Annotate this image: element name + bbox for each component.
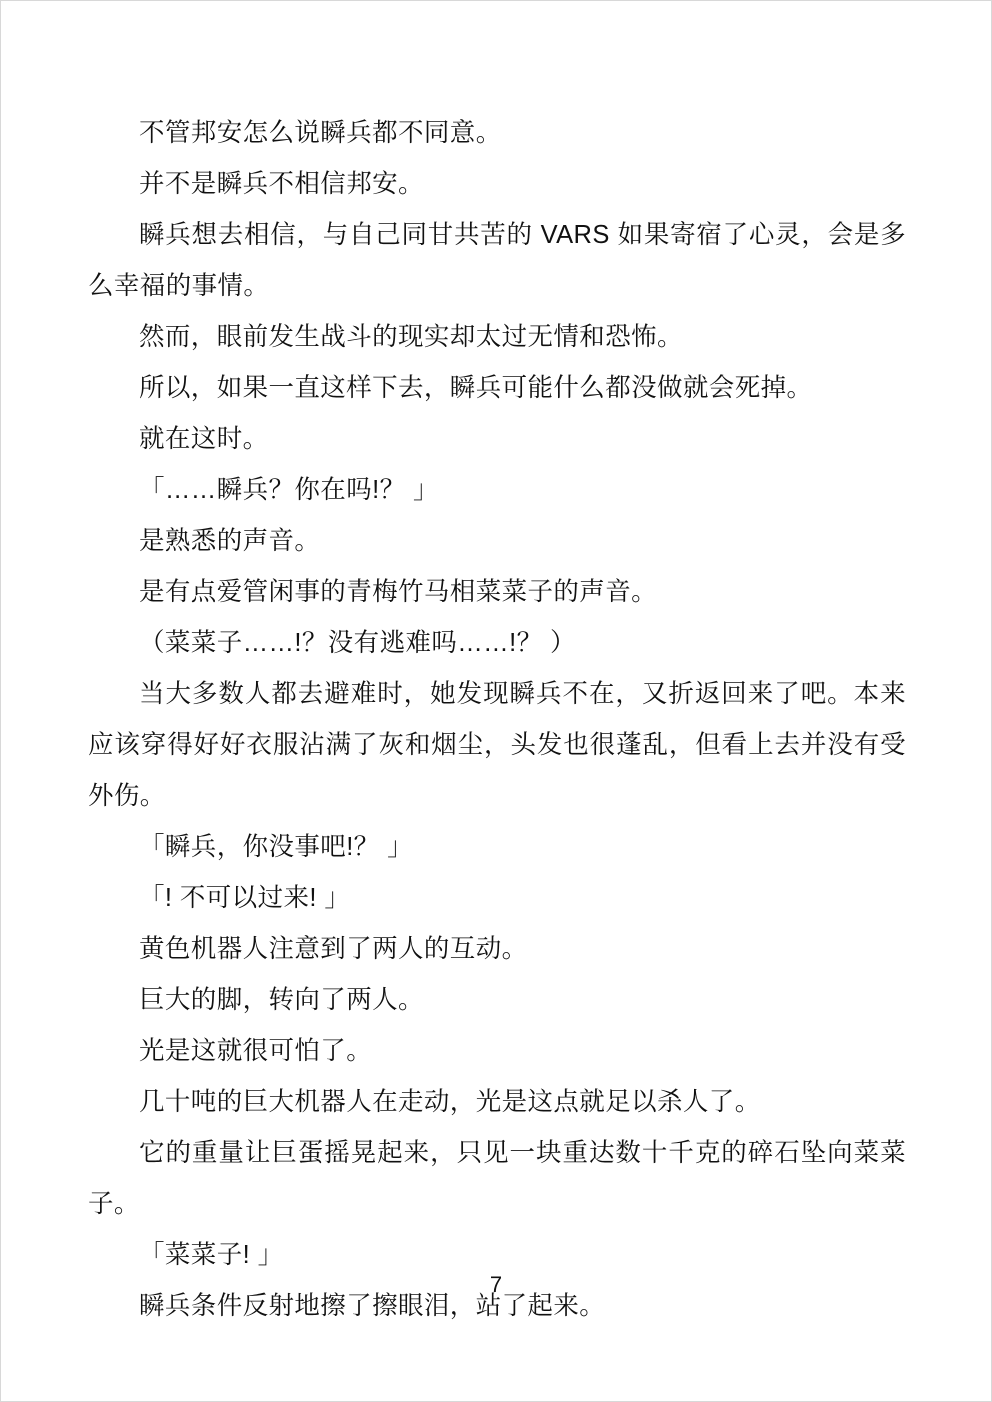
paragraph: 「菜菜子! 」 — [139, 1241, 284, 1269]
paragraph: 「……瞬兵？你在吗!？ 」 — [139, 476, 439, 504]
paragraph: 黄色机器人注意到了两人的互动。 — [139, 935, 528, 963]
paragraph: 不管邦安怎么说瞬兵都不同意。 — [139, 119, 502, 147]
paragraph: 光是这就很可怕了。 — [139, 1037, 373, 1065]
paragraph: 是有点爱管闲事的青梅竹马相菜菜子的声音。 — [139, 578, 658, 606]
page-number: 7 — [489, 1272, 503, 1297]
paragraph: （菜菜子……!？没有逃难吗……!？ ） — [139, 629, 576, 657]
paragraph: 「瞬兵，你没事吧!？ 」 — [139, 833, 413, 861]
paragraph: 然而，眼前发生战斗的现实却太过无情和恐怖。 — [139, 323, 683, 351]
paragraph: 并不是瞬兵不相信邦安。 — [139, 170, 424, 198]
paragraph: 所以，如果一直这样下去，瞬兵可能什么都没做就会死掉。 — [139, 374, 813, 402]
paragraph: 瞬兵条件反射地擦了擦眼泪，站了起来。 — [139, 1292, 606, 1320]
paragraph: 「! 不可以过来! 」 — [139, 884, 351, 912]
paragraph: 就在这时。 — [139, 425, 269, 453]
page-body-text — [88, 108, 906, 1332]
paragraph: 瞬兵想去相信，与自己同甘共苦的 VARS 如果寄宿了心灵，会是多么幸福的事情。 — [88, 221, 906, 300]
paragraph: 它的重量让巨蛋摇晃起来，只见一块重达数十千克的碎石坠向菜菜子。 — [88, 1139, 906, 1218]
paragraph: 几十吨的巨大机器人在走动，光是这点就足以杀人了。 — [139, 1088, 761, 1116]
paragraph: 当大多数人都去避难时，她发现瞬兵不在，又折返回来了吧。本来应该穿得好好衣服沾满了灰和烟尘，头发也很蓬乱，但看上去并没有受外伤。 — [88, 680, 906, 810]
paragraph: 巨大的脚，转向了两人。 — [139, 986, 424, 1014]
paragraph: 是熟悉的声音。 — [139, 527, 321, 555]
